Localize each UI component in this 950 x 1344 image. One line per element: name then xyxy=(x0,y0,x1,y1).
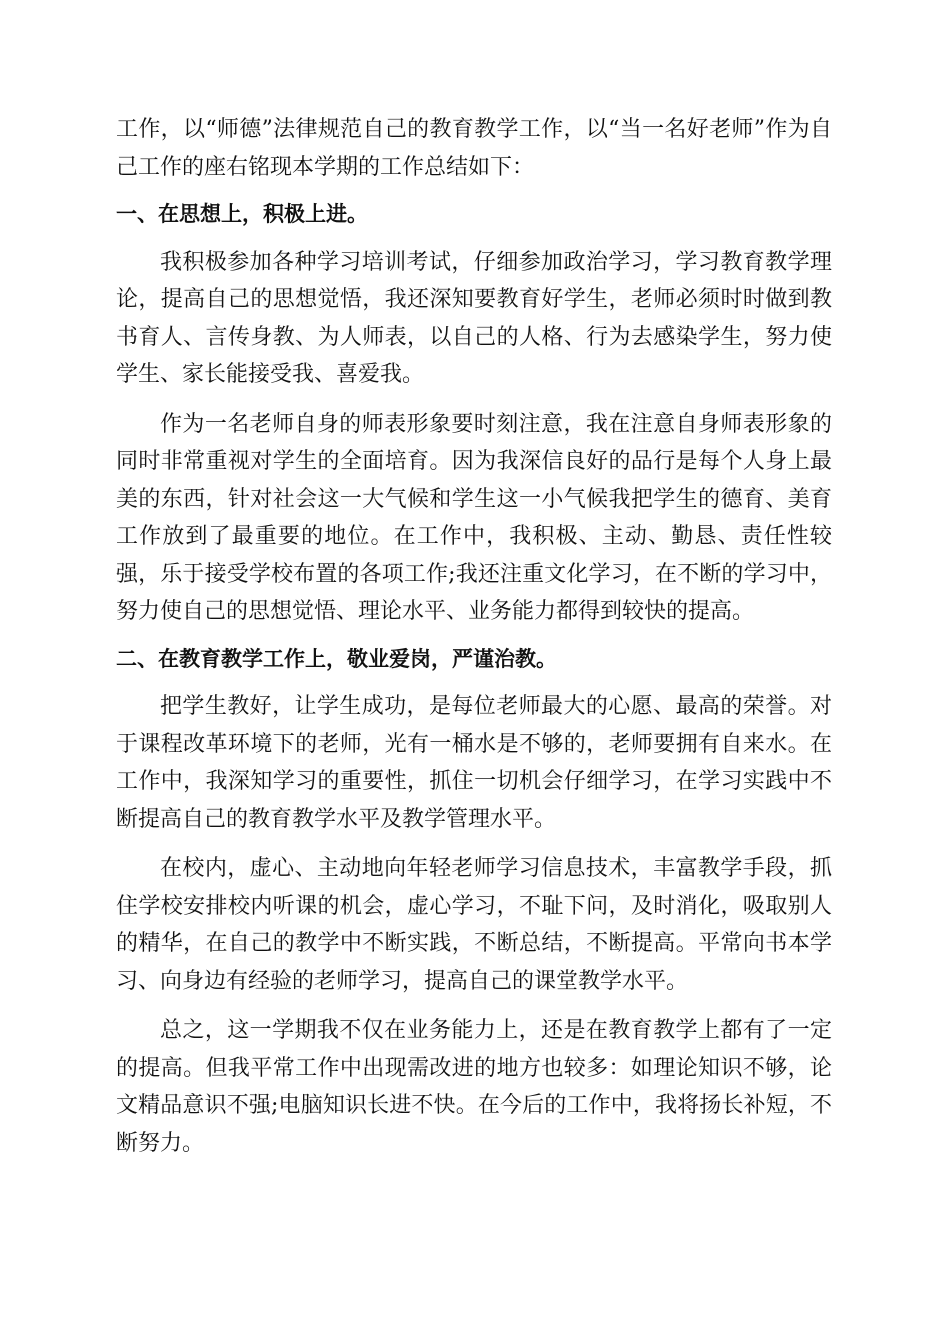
paragraph-5: 总之，这一学期我不仅在业务能力上，还是在教育教学上都有了一定的提高。但我平常工作中出现需改进的地方也较多：如理论知识不够，论文精品意识不强;电脑知识长进不快。在今后的工作中，我将扬长补短，不断努力。 xyxy=(116,1018,832,1156)
paragraph-3: 把学生教好，让学生成功，是每位老师最大的心愿、最高的荣誉。对于课程改革环境下的老师，光有一桶水是不够的，老师要拥有自来水。在工作中，我深知学习的重要性，抓住一切机会仔细学习，在学习实践中不断提高自己的教育教学水平及教学管理水平。 xyxy=(116,694,832,832)
paragraph-2: 作为一名老师自身的师表形象要时刻注意，我在注意自身师表形象的同时非常重视对学生的全面培育。因为我深信良好的品行是每个人身上最美的东西，针对社会这一大气候和学生这一小气候我把学生的德育、美育工作放到了最重要的地位。在工作中，我积极、主动、勤恳、责任性较强，乐于接受学校布置的各项工作;我还注重文化学习，在不断的学习中，努力使自己的思想觉悟、理论水平、业务能力都得到较快的提高。 xyxy=(116,411,832,624)
document-body xyxy=(116,111,832,1162)
paragraph-4: 在校内，虚心、主动地向年轻老师学习信息技术，丰富教学手段，抓住学校安排校内听课的机会，虚心学习，不耻下问，及时消化，吸取别人的精华，在自己的教学中不断实践，不断总结，不断提高。平常向书本学习、向身边有经验的老师学习，提高自己的课堂教学水平。 xyxy=(116,856,832,994)
section-heading-2: 二、在教育教学工作上，敬业爱岗，严谨治教。 xyxy=(116,646,557,671)
paragraph-intro: 工作，以“师德”法律规范自己的教育教学工作，以“当一名好老师”作为自己工作的座右铭现本学期的工作总结如下： xyxy=(116,117,832,180)
section-heading-1: 一、在思想上，积极上进。 xyxy=(116,202,368,226)
paragraph-1: 我积极参加各种学习培训考试，仔细参加政治学习，学习教育教学理论，提高自己的思想觉悟，我还深知要教育好学生，老师必须时时做到教书育人、言传身教、为人师表，以自己的人格、行为去感染学生，努力使学生、家长能接受我、喜爱我。 xyxy=(116,249,832,387)
